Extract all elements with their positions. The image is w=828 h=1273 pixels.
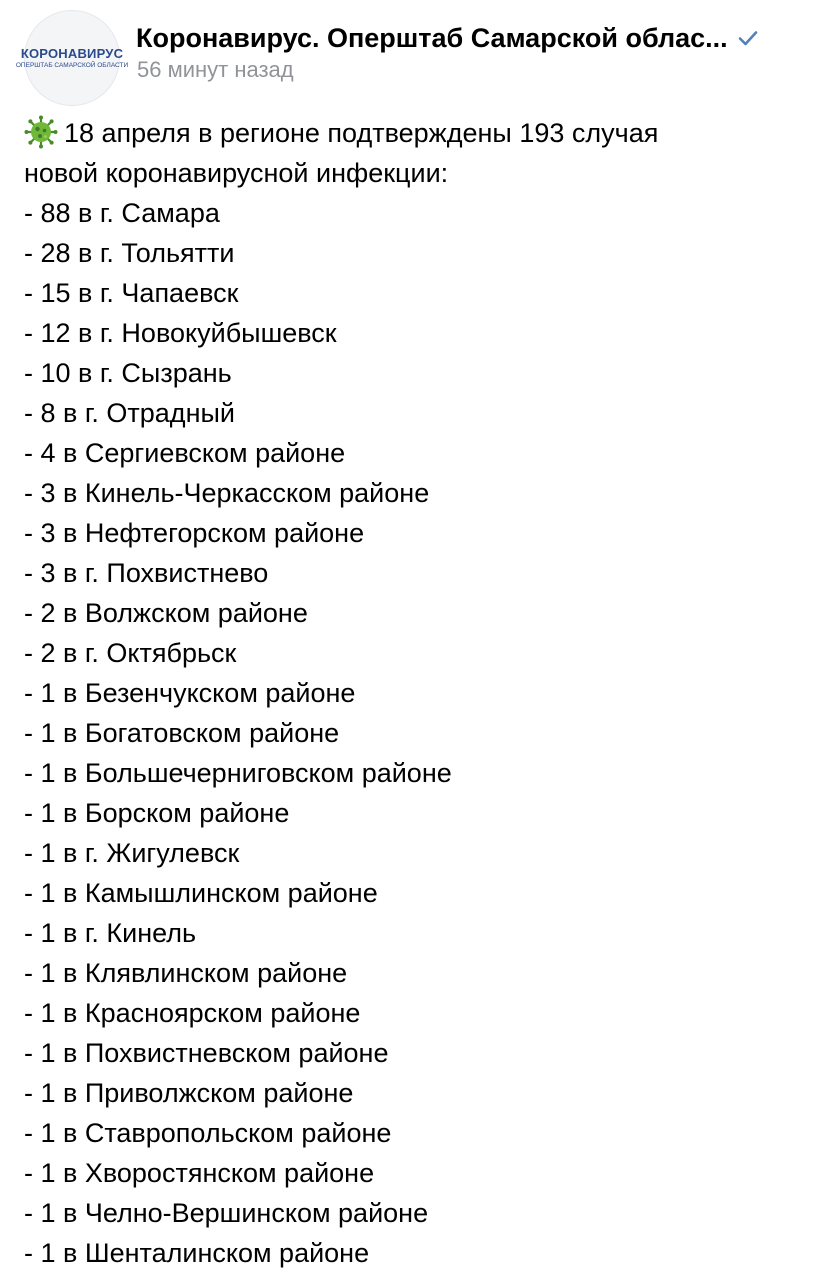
case-list xyxy=(24,193,814,1273)
list-item: - 1 в Шенталинском районе xyxy=(24,1238,370,1268)
list-item: - 1 в Безенчукском районе xyxy=(24,678,356,708)
list-item: - 1 в Клявлинском районе xyxy=(24,958,348,988)
post-intro-line xyxy=(24,113,814,153)
list-item: - 4 в Сергиевском районе xyxy=(24,438,346,468)
group-name-link[interactable]: Коронавирус. Оперштаб Самарской облас... xyxy=(136,23,728,53)
list-item: - 1 в Хворостянском районе xyxy=(24,1158,375,1188)
list-item: - 1 в Камышлинском районе xyxy=(24,878,378,908)
list-item: - 1 в Похвистневском районе xyxy=(24,1038,389,1068)
post-intro-line-2: новой коронавирусной инфекции: xyxy=(24,158,449,188)
avatar-title: КОРОНАВИРУС xyxy=(20,45,124,61)
list-item: - 3 в г. Похвистнево xyxy=(24,558,269,588)
list-item: - 1 в Челно-Вершинском районе xyxy=(24,1198,429,1228)
virus-icon xyxy=(24,115,58,149)
list-item: - 1 в Приволжском районе xyxy=(24,1078,354,1108)
avatar[interactable] xyxy=(15,10,129,106)
list-item: - 10 в г. Сызрань xyxy=(24,358,232,388)
post-header xyxy=(15,10,814,100)
title-row xyxy=(136,18,816,58)
list-item: - 88 в г. Самара xyxy=(24,198,220,228)
list-item: - 2 в Волжском районе xyxy=(24,598,308,628)
list-item: - 1 в Богатовском районе xyxy=(24,718,340,748)
list-item: - 28 в г. Тольятти xyxy=(24,238,235,268)
list-item: - 3 в Кинель-Черкасском районе xyxy=(24,478,430,508)
list-item: - 2 в г. Октябрьск xyxy=(24,638,237,668)
intro-text: 18 апреля в регионе подтверждены 193 случая xyxy=(64,118,659,148)
list-item: - 8 в г. Отрадный xyxy=(24,398,235,428)
list-item: - 3 в Нефтегорском районе xyxy=(24,518,365,548)
check-icon xyxy=(736,26,760,50)
list-item: - 1 в г. Кинель xyxy=(24,918,197,948)
list-item: - 15 в г. Чапаевск xyxy=(24,278,239,308)
list-item: - 1 в Ставропольском районе xyxy=(24,1118,392,1148)
avatar-subtitle: ОПЕРШТАБ САМАРСКОЙ ОБЛАСТИ xyxy=(15,61,129,69)
list-item: - 1 в Большечерниговском районе xyxy=(24,758,452,788)
list-item: - 1 в Красноярском районе xyxy=(24,998,361,1028)
post-time[interactable]: 56 минут назад xyxy=(137,57,294,82)
post-text xyxy=(24,113,814,1273)
list-item: - 1 в Борском районе xyxy=(24,798,290,828)
list-item: - 12 в г. Новокуйбышевск xyxy=(24,318,337,348)
list-item: - 1 в г. Жигулевск xyxy=(24,838,240,868)
